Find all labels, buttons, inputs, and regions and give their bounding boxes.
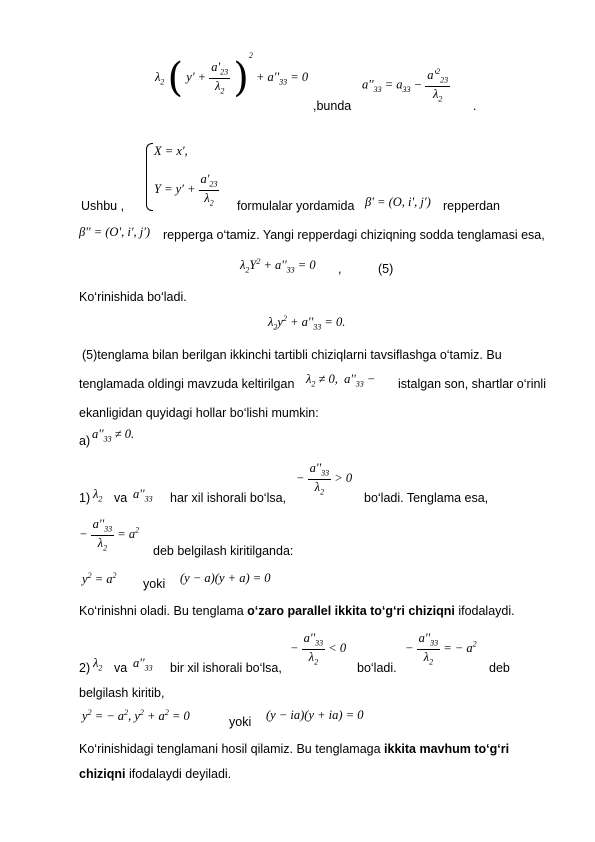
boladi-eq-text: bo‘ladi. Tenglama esa,	[364, 491, 489, 505]
va-text-1: va	[114, 491, 128, 505]
p5-line2-b: istalgan son, shartlar o‘rinli	[398, 377, 546, 391]
formula-lambda2-case1: $\lambda_2$	[93, 487, 103, 504]
formula-factored-2: (y − ia)(y + ia) = 0	[266, 708, 364, 722]
ushbu-text: Ushbu ,	[81, 199, 125, 213]
formula-beta-prime: β' = (O, i', j')	[365, 195, 431, 209]
formula-eq5-lower: $\lambda_2y^2 + a''_{33} = 0$.	[268, 314, 346, 332]
formula-a33-case2: $a''_{33}$	[133, 656, 153, 673]
eq5-label: (5)	[378, 262, 394, 276]
last-line-2	[79, 768, 231, 781]
formula-gt-0: − $\frac{a''_{33}}{\lambda_2}$ > 0	[296, 461, 353, 496]
last-a: Ko‘rinishidagi tenglamani hosil qilamiz. Bu tenglamaga	[79, 742, 385, 756]
formula-a33-ne-0: $a''_{33} \ne 0$.	[92, 427, 135, 444]
formula-lambda-square: $\lambda_2$ ( y' + $\frac{a'_{23}}{\lambda_2}$ )$^2 + a''_{33} = 0$	[155, 50, 309, 101]
kor-oladi-a: Ko‘rinishni oladi. Bu tenglama	[79, 604, 248, 618]
boladi-text: bo‘ladi.	[357, 661, 397, 675]
p5-line2-a: tenglamada oldingi mavzuda keltirilgan	[79, 377, 295, 391]
kor-oladi-bold: o‘zaro parallel ikkita to‘g‘ri chiziqni	[247, 604, 455, 618]
case2-label: 2)	[79, 661, 91, 675]
repperdan-text: repperdan	[443, 199, 500, 213]
deb-belgilash-text: deb belgilash kiritilganda:	[153, 544, 294, 558]
repperga-text: repperga o‘tamiz. Yangi repperdagi chiziqning sodda tenglamasi esa,	[163, 228, 545, 242]
formulalar-text: formulalar yordamida	[237, 199, 355, 213]
har-xil-text: har xil ishorali bo‘lsa,	[170, 491, 287, 505]
eq5-comma: ,	[338, 262, 342, 276]
formula-lambda2-case2: $\lambda_2$	[93, 656, 103, 673]
case-a-label: a)	[79, 434, 91, 448]
p5-line1: (5)tenglama bilan berilgan ikkinchi tartibli chiziqlarni tavsiflashga o‘tamiz. Bu	[82, 348, 502, 362]
p5-line3: ekanligidan quyidagi hollar bo‘lishi mumkin:	[79, 406, 319, 420]
formula-eq5: $\lambda_2Y^2 + a''_{33} = 0$	[240, 257, 316, 275]
last-bold1: ikkita mavhum to‘g‘ri	[384, 742, 510, 756]
formula-neg-a2: − $\frac{a''_{33}}{\lambda_2}$ = − $a^2$	[405, 631, 477, 666]
formula-lt-0: − $\frac{a''_{33}}{\lambda_2}$ < 0	[290, 631, 347, 666]
belgilash-kiritib-text: belgilash kiritib,	[79, 686, 165, 700]
formula-y2-neg-a2: $y^2$ = − $a^2$, $y^2 + a^2 = 0$	[82, 708, 190, 724]
last-bold2: chiziqni	[79, 767, 126, 781]
yoki-text-2: yoki	[229, 715, 252, 729]
formula-a33-case1: $a''_{33}$	[133, 487, 153, 504]
dot-text: .	[473, 99, 477, 113]
yoki-text-1: yoki	[143, 577, 166, 591]
formula-a33: $a''_{33} = a_{33}$ − $\frac{a'^2_{23}}{\lambda_2}$	[362, 67, 449, 104]
kor-oladi-b: ifodalaydi.	[454, 604, 515, 618]
bir-xil-text: bir xil ishorali bo‘lsa,	[170, 661, 282, 675]
deb-text: deb	[489, 661, 510, 675]
formula-factored-1: (y − a)(y + a) = 0	[180, 571, 271, 585]
formula-a-square: − $\frac{a''_{33}}{\lambda_2}$ = $a^2$	[79, 517, 140, 552]
kor-oladi-line	[79, 605, 515, 618]
korinishida-text: Ko‘rinishida bo‘ladi.	[79, 290, 187, 304]
formula-beta-double: β'' = (O', i', j')	[79, 225, 151, 239]
last-line-1	[79, 743, 509, 756]
last-b: ifodalaydi deyiladi.	[125, 767, 232, 781]
formula-y2-a2: $y^2 = a^2$	[82, 571, 117, 587]
va-text-2: va	[114, 661, 128, 675]
case1-label: 1)	[79, 491, 91, 505]
formula-lambda-ne-0: $\lambda_2 \ne 0$, $a''_{33}$ −	[306, 372, 376, 389]
bunda-text: ,bunda	[313, 99, 352, 113]
